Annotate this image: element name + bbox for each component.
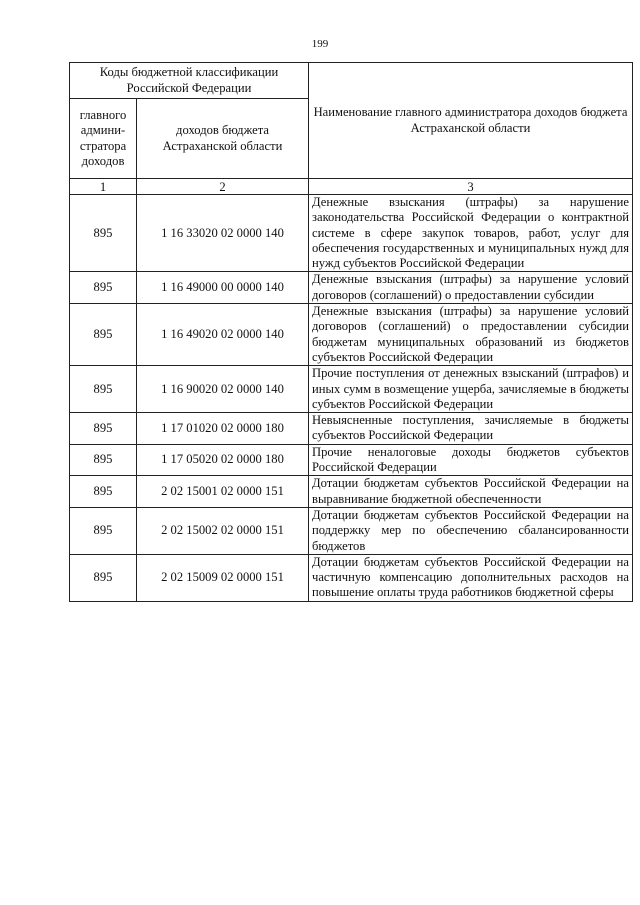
revenue-code: 2 02 15002 02 0000 151 [137,507,309,554]
admin-code: 895 [70,476,137,508]
table-row [70,476,633,508]
table-row [70,444,633,476]
revenue-code: 1 17 01020 02 0000 180 [137,413,309,445]
revenue-code: 1 16 90020 02 0000 140 [137,366,309,413]
column-number-3: 3 [309,179,633,195]
admin-code: 895 [70,507,137,554]
revenue-name: Невыясненные поступления, зачисляемые в бюджеты субъектов Российской Федерации [309,413,633,445]
header-group-title: Коды бюджетной классификации Российской Федерации [70,63,309,99]
table-row [70,272,633,304]
header-col1-title: главного админи-стратора доходов [70,99,137,179]
revenue-code: 2 02 15009 02 0000 151 [137,554,309,601]
table-row [70,366,633,413]
admin-code: 895 [70,444,137,476]
table-row [70,304,633,366]
table-row [70,554,633,601]
revenue-code: 1 16 33020 02 0000 140 [137,195,309,272]
revenue-name: Дотации бюджетам субъектов Российской Федерации на поддержку мер по обеспечению сбалансированности бюджетов [309,507,633,554]
revenue-name: Дотации бюджетам субъектов Российской Федерации на выравнивание бюджетной обеспеченности [309,476,633,508]
admin-code: 895 [70,195,137,272]
revenue-name: Прочие неналоговые доходы бюджетов субъектов Российской Федерации [309,444,633,476]
column-number-2: 2 [137,179,309,195]
revenue-name: Денежные взыскания (штрафы) за нарушение законодательства Российской Федерации о контрактной системе в сфере закупок товаров, работ, услуг для обеспечения государственных и муниципальных нужд для нужд субъектов Российской Федерации [309,195,633,272]
revenue-code: 1 17 05020 02 0000 180 [137,444,309,476]
budget-classification-table [69,62,633,602]
table-row [70,195,633,272]
revenue-code: 1 16 49020 02 0000 140 [137,304,309,366]
revenue-code: 2 02 15001 02 0000 151 [137,476,309,508]
admin-code: 895 [70,413,137,445]
revenue-code: 1 16 49000 00 0000 140 [137,272,309,304]
revenue-name: Прочие поступления от денежных взысканий (штрафов) и иных сумм в возмещение ущерба, зачисляемые в бюджеты субъектов Российской Федерации [309,366,633,413]
admin-code: 895 [70,304,137,366]
header-col2-title: доходов бюджета Астраханской области [137,99,309,179]
table-row [70,507,633,554]
column-number-1: 1 [70,179,137,195]
revenue-name: Дотации бюджетам субъектов Российской Федерации на частичную компенсацию дополнительных расходов на повышение оплаты труда работников бюджетной сферы [309,554,633,601]
revenue-name: Денежные взыскания (штрафы) за нарушение условий договоров (соглашений) о предоставлении субсидии бюджетам муниципальных образований из бюджетов субъектов Российской Федерации [309,304,633,366]
admin-code: 895 [70,366,137,413]
admin-code: 895 [70,272,137,304]
page-number: 199 [311,38,329,50]
header-col3-title: Наименование главного администратора доходов бюджета Астраханской области [309,63,633,179]
revenue-name: Денежные взыскания (штрафы) за нарушение условий договоров (соглашений) о предоставлении субсидии [309,272,633,304]
admin-code: 895 [70,554,137,601]
table-row [70,413,633,445]
